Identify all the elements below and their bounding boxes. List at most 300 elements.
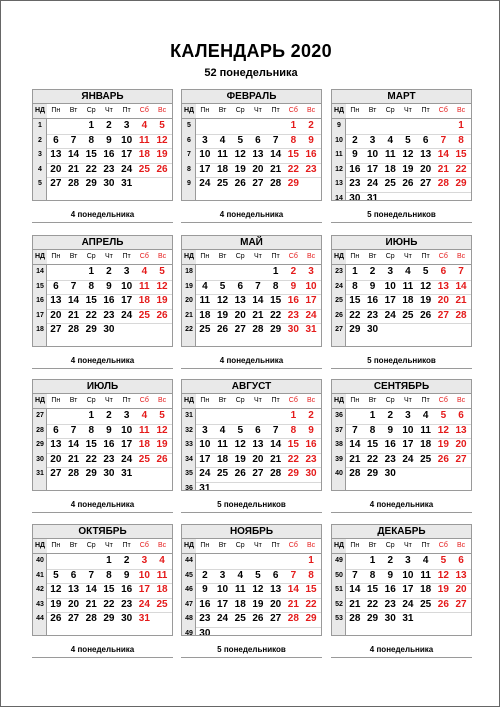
day-cell: 19: [437, 584, 449, 595]
day-cell: 20: [437, 295, 449, 306]
week-number: 42: [36, 586, 44, 593]
day-cell: 19: [50, 598, 62, 610]
day-cell: 15: [349, 295, 361, 306]
month-block: [32, 524, 173, 636]
day-cell: 13: [50, 149, 62, 160]
day-cell: 2: [106, 410, 112, 421]
day-cell: 2: [106, 120, 112, 131]
month-block: [331, 89, 472, 201]
week-number-header: НД: [33, 104, 47, 118]
day-cell: 23: [103, 309, 115, 321]
day-cell: 15: [366, 439, 379, 450]
day-cell: 16: [199, 598, 211, 610]
day-cell: 12: [234, 439, 246, 450]
day-cell: 21: [67, 309, 80, 321]
day-cell: 22: [270, 309, 282, 321]
month-name: НОЯБРЬ: [182, 525, 321, 539]
day-cell: 14: [270, 439, 282, 450]
day-cell: 1: [272, 266, 279, 277]
day-cell: 3: [369, 134, 376, 146]
row-divider: [196, 627, 321, 628]
day-cell: 3: [123, 410, 130, 421]
week-number: 34: [185, 455, 193, 463]
day-cell: 21: [252, 309, 264, 321]
day-cell: 24: [138, 598, 150, 610]
day-cell: 8: [369, 424, 376, 436]
weekday-label: Вт: [218, 542, 227, 549]
day-cell: 30: [305, 468, 317, 479]
day-cell: 4: [141, 410, 148, 421]
day-cell: 16: [366, 295, 379, 306]
weekday-header: [182, 250, 321, 265]
day-cell: 28: [67, 178, 80, 189]
day-cell: 25: [156, 598, 168, 610]
weekday-label: Вс: [306, 397, 316, 404]
day-cell: 16: [103, 295, 115, 306]
week-number: 27: [36, 412, 44, 419]
day-cell: 26: [156, 309, 168, 321]
day-cell: 30: [287, 324, 299, 335]
day-cell: 7: [88, 569, 95, 581]
weekday-label: Ср: [385, 542, 395, 549]
day-cell: 12: [252, 584, 264, 595]
weekday-label: Пт: [271, 397, 280, 404]
day-cell: 8: [88, 280, 95, 292]
day-cell: 6: [255, 134, 261, 146]
day-cell: 23: [366, 309, 379, 321]
week-number: 5: [187, 122, 191, 129]
day-cell: 31: [138, 613, 150, 624]
day-cell: 1: [290, 120, 297, 131]
day-cell: 12: [402, 149, 414, 160]
day-cell: 4: [422, 410, 429, 421]
day-cell: 25: [420, 598, 432, 610]
day-cell: 3: [387, 266, 394, 277]
day-cell: 26: [252, 613, 264, 624]
day-cell: 28: [349, 613, 361, 624]
day-cell: 21: [67, 163, 80, 175]
month-footer-monday-count: 4 понедельника: [219, 210, 284, 219]
day-cell: 20: [420, 163, 432, 175]
month-name: АПРЕЛЬ: [33, 236, 172, 250]
week-number: 14: [36, 268, 44, 275]
day-cell: 18: [420, 584, 432, 595]
day-cell: 22: [366, 598, 379, 610]
week-number: 39: [335, 455, 343, 463]
week-number-column: [332, 265, 346, 346]
day-cell: 12: [234, 149, 246, 160]
day-cell: 14: [437, 149, 449, 160]
footer-divider: [181, 657, 322, 658]
day-cell: 26: [216, 324, 229, 335]
day-cell: 18: [234, 598, 246, 610]
week-number: 33: [185, 441, 193, 448]
day-cell: 3: [202, 134, 208, 146]
day-cell: 25: [216, 178, 229, 189]
day-cell: 30: [121, 613, 133, 624]
day-cell: 29: [85, 468, 97, 479]
weekday-label: Вс: [157, 107, 167, 114]
day-cell: 18: [138, 149, 150, 160]
weekday-header: [182, 394, 321, 409]
day-cell: 30: [103, 178, 115, 189]
day-cell: 18: [216, 453, 229, 465]
day-cell: 3: [219, 569, 226, 581]
week-number: 10: [335, 136, 343, 144]
day-cell: 4: [141, 120, 148, 131]
day-cell: 25: [216, 468, 229, 479]
day-cell: 5: [159, 266, 165, 277]
week-number: 51: [335, 586, 343, 593]
weekday-label: Вт: [368, 107, 377, 114]
day-cell: 30: [384, 468, 396, 479]
weekday-label: Пн: [200, 542, 210, 549]
weekday-label: Пт: [271, 542, 280, 549]
footer-divider: [181, 222, 322, 223]
day-cell: 1: [458, 120, 464, 131]
day-cell: 23: [103, 453, 115, 465]
weekday-label: Чт: [404, 107, 412, 114]
day-cell: 2: [123, 555, 130, 566]
day-cell: 13: [420, 149, 432, 160]
day-cell: 11: [139, 280, 150, 292]
month-footer-monday-count: 5 понедельников: [367, 356, 436, 365]
weekday-label: Пн: [350, 542, 360, 549]
weekday-label: Пн: [200, 397, 210, 404]
footer-divider: [32, 512, 173, 513]
day-cell: 31: [305, 324, 317, 335]
day-cell: 17: [384, 295, 396, 306]
week-number: 48: [185, 615, 193, 622]
week-number-header: НД: [332, 250, 346, 264]
day-cell: 2: [352, 134, 358, 146]
day-cell: 16: [384, 439, 396, 450]
day-cell: 18: [402, 295, 414, 306]
week-number: 8: [187, 165, 191, 173]
day-cell: 3: [141, 555, 148, 566]
week-number: 41: [36, 571, 44, 579]
weekday-label: Вт: [218, 397, 227, 404]
week-number-header: НД: [33, 394, 47, 408]
weekday-label: Сб: [438, 107, 448, 114]
day-cell: 23: [384, 598, 396, 610]
day-cell: 28: [252, 324, 264, 335]
day-cell: 20: [252, 453, 264, 465]
week-number: 17: [36, 311, 44, 319]
month-footer-monday-count: 4 понедельника: [369, 500, 434, 509]
weekday-label: Вс: [456, 253, 466, 260]
footer-divider: [181, 368, 322, 369]
day-cell: 13: [234, 295, 246, 306]
day-cell: 15: [85, 439, 97, 450]
day-cell: 8: [88, 134, 95, 146]
weekday-header: [33, 250, 172, 265]
day-cell: 9: [106, 424, 112, 436]
day-cell: 2: [308, 410, 314, 421]
week-number: 36: [335, 412, 343, 419]
day-cell: 8: [352, 280, 358, 292]
weekday-header: [332, 394, 471, 409]
day-cell: 1: [308, 555, 314, 566]
weekday-label: Ср: [235, 397, 245, 404]
week-number-column: [332, 554, 346, 635]
week-number: 1: [38, 122, 42, 129]
weekday-label: Пт: [122, 397, 131, 404]
day-cell: 4: [202, 280, 208, 292]
day-cell: 5: [237, 424, 244, 436]
day-cell: 4: [219, 134, 226, 146]
day-cell: 17: [305, 295, 317, 306]
day-cell: 13: [67, 584, 80, 595]
day-cell: 16: [103, 439, 115, 450]
day-cell: 27: [67, 613, 80, 624]
day-cell: 7: [290, 569, 297, 581]
weekday-label: Вс: [306, 107, 316, 114]
day-cell: 17: [199, 453, 211, 465]
day-cell: 6: [237, 280, 244, 292]
month-block: [331, 524, 472, 636]
weekday-label: Вт: [69, 542, 78, 549]
month-footer-monday-count: 4 понедельника: [219, 356, 284, 365]
month-name: АВГУСТ: [182, 380, 321, 394]
day-cell: 10: [121, 424, 133, 436]
week-number: 44: [36, 615, 44, 622]
day-cell: 17: [138, 584, 150, 595]
month-name: ИЮНЬ: [332, 236, 471, 250]
day-cell: 5: [405, 134, 411, 146]
day-cell: 12: [216, 295, 229, 306]
day-cell: 9: [202, 584, 208, 595]
day-cell: 19: [156, 295, 168, 306]
day-cell: 14: [67, 149, 80, 160]
day-cell: 21: [455, 295, 467, 306]
day-cell: 30: [103, 324, 115, 335]
day-cell: 26: [402, 178, 414, 189]
week-number: 15: [36, 282, 44, 290]
day-cell: 21: [349, 453, 361, 465]
footer-divider: [32, 222, 173, 223]
weekday-header: [182, 104, 321, 119]
day-cell: 13: [252, 439, 264, 450]
day-cell: 23: [199, 613, 211, 624]
month-block: [181, 235, 322, 347]
weekday-label: Чт: [105, 542, 113, 549]
day-cell: 11: [156, 569, 168, 581]
day-cell: 10: [138, 569, 150, 581]
weekday-label: Сб: [139, 542, 149, 549]
day-cell: 6: [53, 280, 59, 292]
day-cell: 16: [305, 149, 317, 160]
day-cell: 31: [121, 178, 133, 189]
day-cell: 27: [420, 178, 432, 189]
day-cell: 18: [138, 439, 150, 450]
day-cell: 20: [50, 453, 62, 465]
day-cell: 1: [88, 410, 95, 421]
month-footer-monday-count: 4 понедельника: [369, 645, 434, 654]
day-cell: 24: [121, 309, 133, 321]
day-cell: 15: [287, 439, 299, 450]
weekday-label: Чт: [254, 253, 262, 260]
week-number: 44: [185, 557, 193, 564]
day-cell: 5: [255, 569, 261, 581]
week-number: 25: [335, 297, 343, 304]
day-cell: 8: [308, 569, 314, 581]
day-cell: 20: [67, 598, 80, 610]
weekday-label: Вс: [157, 397, 167, 404]
day-cell: 9: [106, 134, 112, 146]
day-cell: 2: [387, 555, 394, 566]
day-cell: 18: [216, 163, 229, 175]
row-divider: [196, 482, 321, 483]
day-cell: 28: [349, 468, 361, 479]
day-cell: 21: [67, 453, 80, 465]
weekday-label: Сб: [288, 397, 298, 404]
day-cell: 27: [50, 178, 62, 189]
day-cell: 30: [199, 627, 211, 636]
day-cell: 1: [88, 266, 95, 277]
footer-divider: [331, 368, 472, 369]
day-cell: 6: [422, 134, 429, 146]
month-name: МАЙ: [182, 236, 321, 250]
day-cell: 26: [156, 163, 168, 175]
day-cell: 19: [420, 295, 432, 306]
weekday-label: Сб: [438, 397, 448, 404]
day-cell: 14: [67, 295, 80, 306]
weekday-label: Пт: [122, 107, 131, 114]
day-cell: 29: [349, 324, 361, 335]
month-name: СЕНТЯБРЬ: [332, 380, 471, 394]
weekday-label: Вт: [368, 253, 377, 260]
day-cell: 29: [305, 613, 317, 624]
day-cell: 10: [366, 149, 379, 160]
day-cell: 5: [53, 569, 59, 581]
day-cell: 27: [270, 613, 282, 624]
day-cell: 17: [216, 598, 229, 610]
day-cell: 17: [366, 163, 379, 175]
day-cell: 22: [85, 163, 97, 175]
day-cell: 6: [255, 424, 261, 436]
weekday-label: Ср: [86, 542, 96, 549]
day-cell: 14: [287, 584, 299, 595]
day-cell: 20: [234, 309, 246, 321]
weekday-label: Пт: [421, 107, 430, 114]
day-cell: 31: [121, 468, 133, 479]
day-cell: 25: [138, 163, 150, 175]
week-number: 12: [335, 165, 343, 173]
week-number: 4: [38, 165, 42, 173]
week-number: 18: [185, 268, 193, 275]
week-number-column: [33, 119, 47, 200]
day-cell: 7: [352, 424, 358, 436]
weekday-label: Сб: [438, 253, 448, 260]
day-cell: 9: [387, 569, 394, 581]
day-cell: 22: [349, 309, 361, 321]
week-number-header: НД: [182, 539, 196, 553]
footer-divider: [32, 657, 173, 658]
day-cell: 21: [270, 163, 282, 175]
day-cell: 26: [50, 613, 62, 624]
week-number-column: [332, 119, 346, 200]
month-name: МАРТ: [332, 90, 471, 104]
month-block: [181, 524, 322, 636]
day-cell: 10: [199, 149, 211, 160]
week-number: 27: [335, 326, 343, 333]
week-number-header: НД: [332, 104, 346, 118]
week-number: 26: [335, 311, 343, 319]
month-footer-monday-count: 4 понедельника: [70, 356, 135, 365]
day-cell: 3: [308, 266, 314, 277]
weekday-label: Вс: [456, 397, 466, 404]
day-cell: 7: [70, 424, 77, 436]
day-cell: 25: [138, 309, 150, 321]
day-cell: 12: [437, 569, 449, 581]
day-cell: 26: [234, 178, 246, 189]
week-number: 9: [337, 122, 341, 129]
weekday-header: [33, 539, 172, 554]
day-cell: 13: [270, 584, 282, 595]
day-cell: 7: [255, 280, 261, 292]
day-cell: 6: [458, 555, 464, 566]
month-block: [32, 235, 173, 347]
day-cell: 15: [85, 149, 97, 160]
day-cell: 12: [420, 280, 432, 292]
day-cell: 17: [199, 163, 211, 175]
day-cell: 4: [422, 555, 429, 566]
day-cell: 27: [252, 468, 264, 479]
week-number-header: НД: [332, 394, 346, 408]
day-cell: 24: [305, 309, 317, 321]
day-cell: 21: [270, 453, 282, 465]
day-cell: 9: [123, 569, 130, 581]
weekday-label: Вс: [306, 542, 316, 549]
day-cell: 29: [103, 613, 115, 624]
weekday-label: Сб: [288, 107, 298, 114]
month-name: ОКТЯБРЬ: [33, 525, 172, 539]
week-number: 50: [335, 571, 343, 579]
week-number: 31: [185, 412, 193, 419]
week-number: 52: [335, 600, 343, 608]
weekday-header: [332, 104, 471, 119]
week-number: 49: [335, 557, 343, 564]
day-cell: 11: [199, 295, 211, 306]
day-cell: 2: [387, 410, 394, 421]
week-number-column: [33, 409, 47, 490]
day-cell: 29: [366, 468, 379, 479]
week-number: 19: [185, 282, 193, 290]
day-cell: 13: [455, 569, 467, 581]
day-cell: 21: [85, 598, 97, 610]
day-cell: 3: [405, 410, 411, 421]
month-name: ЯНВАРЬ: [33, 90, 172, 104]
day-cell: 13: [50, 439, 62, 450]
day-cell: 19: [156, 149, 168, 160]
day-cell: 24: [199, 468, 211, 479]
day-cell: 1: [369, 555, 376, 566]
day-cell: 27: [234, 324, 246, 335]
day-cell: 17: [402, 439, 414, 450]
week-number: 30: [36, 455, 44, 463]
week-number: 28: [36, 426, 44, 434]
month-name: ДЕКАБРЬ: [332, 525, 471, 539]
week-number: 6: [187, 136, 191, 144]
day-cell: 15: [85, 295, 97, 306]
day-cell: 9: [352, 149, 358, 160]
day-cell: 13: [50, 295, 62, 306]
page-title: КАЛЕНДАРЬ 2020: [170, 41, 332, 61]
week-number: 24: [335, 282, 343, 290]
weekday-label: Пн: [51, 253, 61, 260]
footer-divider: [32, 368, 173, 369]
